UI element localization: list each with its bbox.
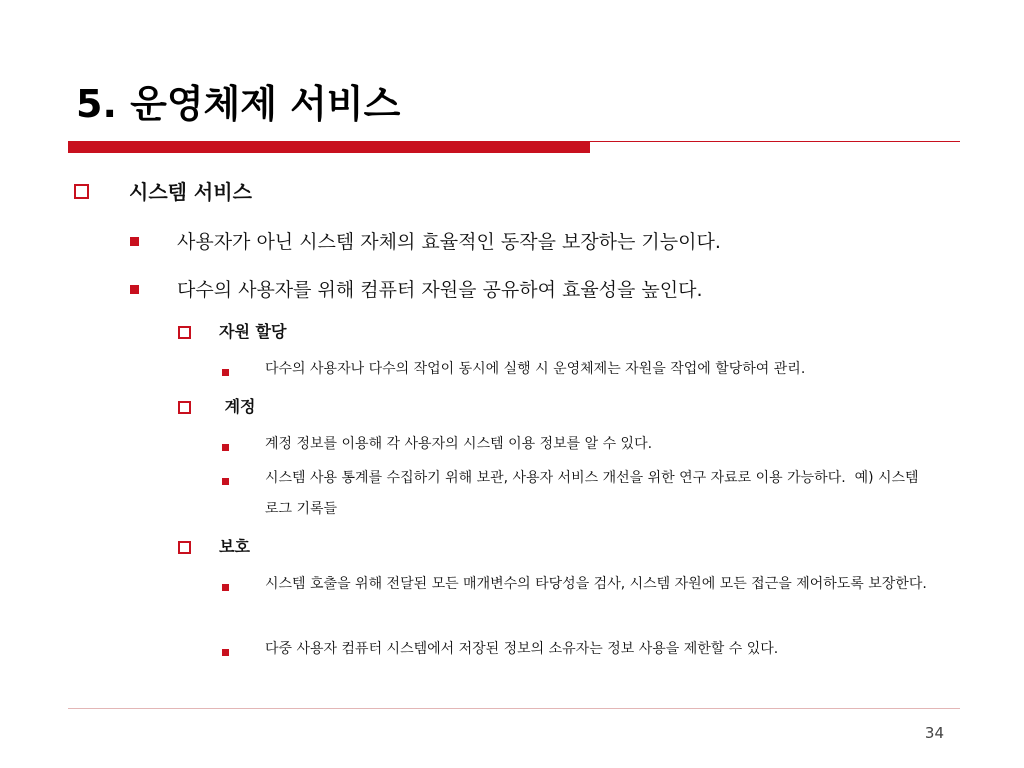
square-bullet-icon <box>222 584 229 591</box>
slide-title: 5. 운영체제 서비스 <box>76 82 401 126</box>
square-bullet-icon <box>222 649 229 656</box>
square-bullet-icon <box>130 285 139 294</box>
list-item <box>222 361 962 385</box>
subsection-title: 보호 <box>219 537 250 556</box>
list-item <box>130 276 703 304</box>
list-item <box>222 436 962 460</box>
square-bullet-icon <box>222 444 229 451</box>
subsection-title: 계정 <box>219 397 256 416</box>
subsection-heading <box>178 320 286 344</box>
list-item <box>222 470 932 525</box>
bullet-text: 시스템 사용 통계를 수집하기 위해 보관, 사용자 서비스 개선을 위한 연구 자료로 이용 가능하다. 예) 시스템 로그 기록들 <box>265 470 924 517</box>
heading-item <box>74 178 252 206</box>
bullet-text: 다수의 사용자나 다수의 작업이 동시에 실행 시 운영체제는 자원을 작업에 할당하여 관리. <box>265 361 806 377</box>
subsection-title: 자원 할당 <box>219 322 287 341</box>
list-item <box>222 576 932 600</box>
bullet-text: 다중 사용자 컴퓨터 시스템에서 저장된 정보의 소유자는 정보 사용을 제한할 수 있다. <box>265 641 779 657</box>
list-item <box>222 641 962 665</box>
point-text: 사용자가 아닌 시스템 자체의 효율적인 동작을 보장하는 기능이다. <box>177 231 721 253</box>
hollow-square-bullet-icon <box>178 326 191 339</box>
subsection-heading <box>178 395 255 419</box>
page-number: 34 <box>924 724 944 742</box>
section-heading: 시스템 서비스 <box>129 180 252 204</box>
square-bullet-icon <box>222 478 229 485</box>
bullet-text: 계정 정보를 이용해 각 사용자의 시스템 이용 정보를 알 수 있다. <box>265 436 653 452</box>
footer-divider <box>68 708 960 709</box>
title-accent-bar <box>68 141 590 153</box>
subsection-heading <box>178 535 250 559</box>
list-item <box>130 228 721 256</box>
hollow-square-bullet-icon <box>178 401 191 414</box>
hollow-square-bullet-icon <box>178 541 191 554</box>
hollow-square-bullet-icon <box>74 184 89 199</box>
square-bullet-icon <box>222 369 229 376</box>
bullet-text: 시스템 호출을 위해 전달된 모든 매개변수의 타당성을 검사, 시스템 자원에 모든 접근을 제어하도록 보장한다. <box>265 576 927 592</box>
point-text: 다수의 사용자를 위해 컴퓨터 자원을 공유하여 효율성을 높인다. <box>177 279 703 301</box>
square-bullet-icon <box>130 237 139 246</box>
